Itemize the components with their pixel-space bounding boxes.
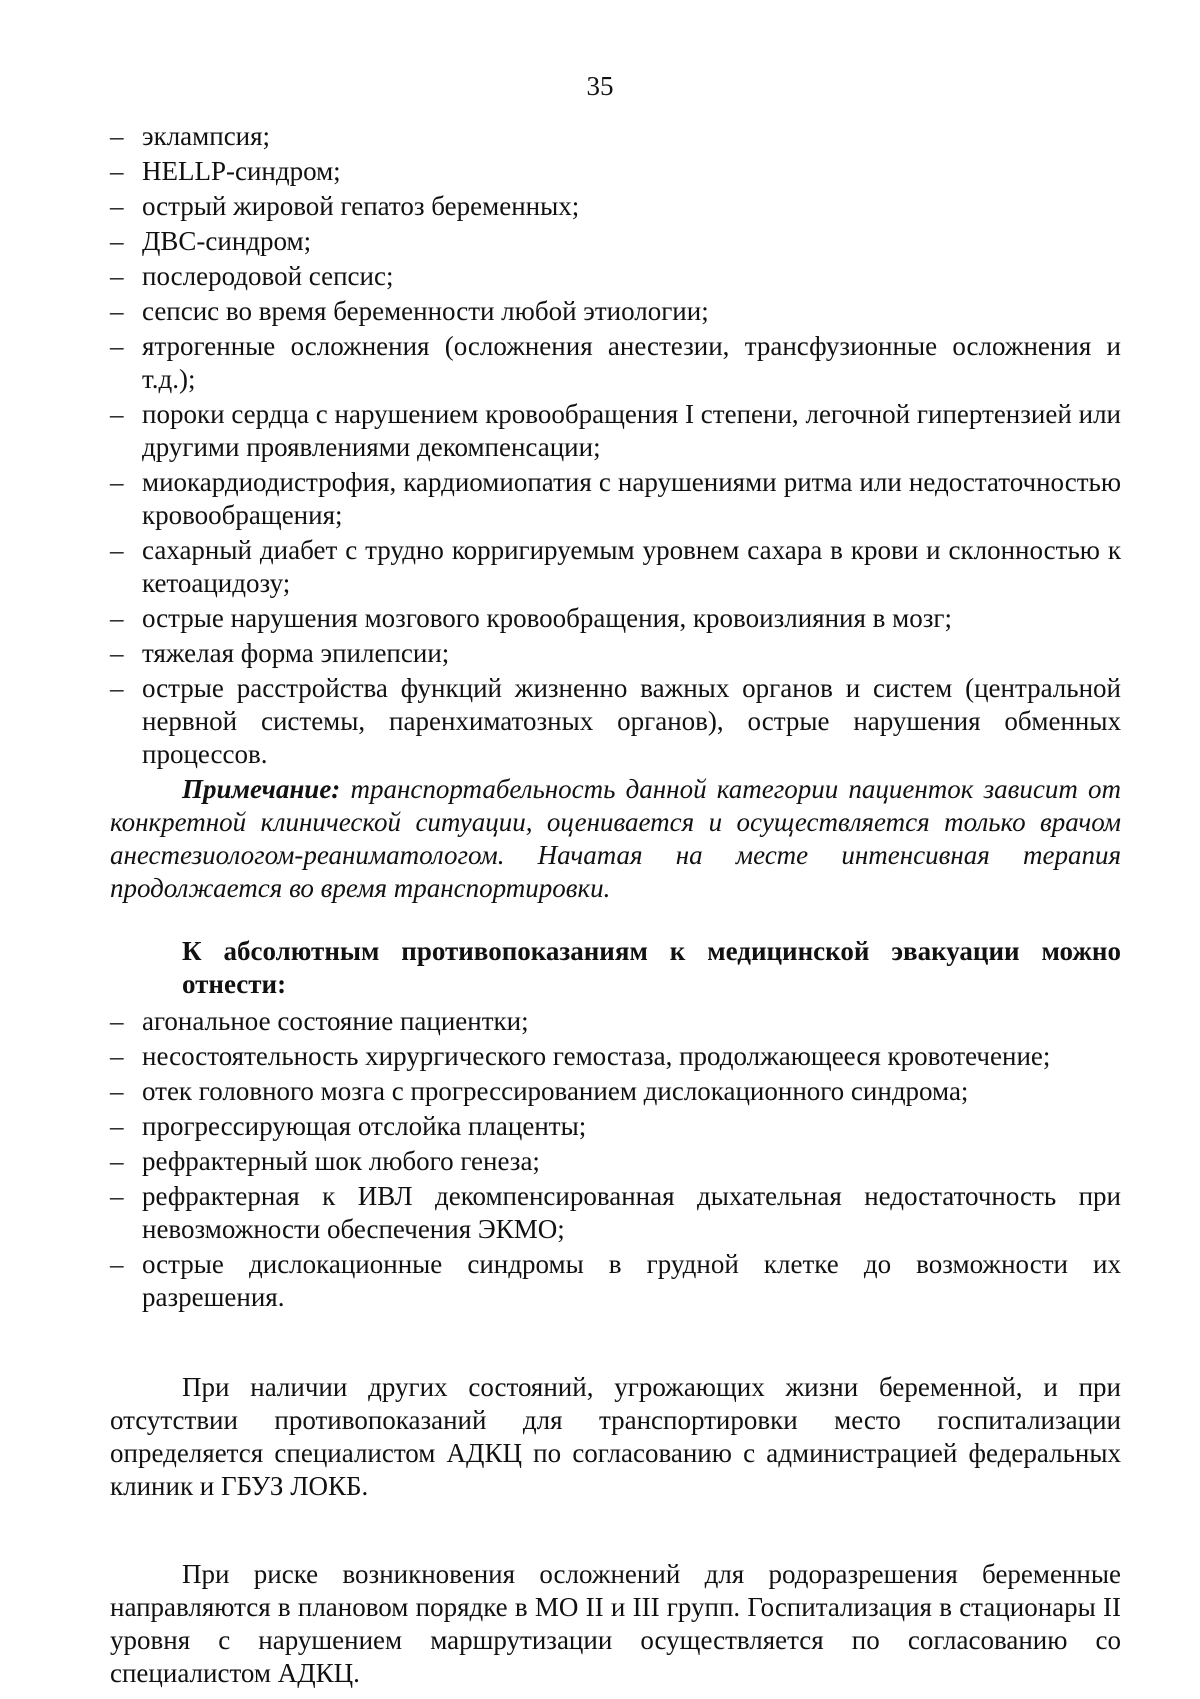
list-item-text: тяжелая форма эпилепсии; [142,638,450,668]
list-item [110,260,1121,293]
list-item [110,1005,1121,1038]
list-item-text: острые дислокационные синдромы в грудной клетке до возможности их разрешения. [142,1249,1121,1312]
list-item-text: отек головного мозга с прогрессированием дислокационного синдрома; [142,1076,969,1106]
list-item-text: сахарный диабет с трудно корригируемым уровнем сахара в крови и склонностью к кетоацидозу; [142,535,1121,598]
list-item-text: ДВС-синдром; [142,226,312,256]
contraindications-list [110,1005,1121,1314]
dash-bullet: – [110,1041,124,1071]
contraindications-heading: К абсолютным противопоказаниям к медицинской эвакуации можно отнести: [182,936,1121,999]
list-item-text: рефрактерный шок любого генеза; [142,1146,540,1176]
list-item-text: острые нарушения мозгового кровообращения, кровоизлияния в мозг; [142,603,952,633]
dash-bullet: – [110,191,124,221]
list-item-text: несостоятельность хирургического гемостаза, продолжающееся кровотечение; [142,1041,1051,1071]
paragraph-other-conditions: При наличии других состояний, угрожающих жизни беременной, и при отсутствии противопоказаний для транспортировки место госпитализации определяется специалистом АДКЦ по согласованию с администрацией федеральных клиник и ГБУЗ ЛОКБ. [110,1372,1121,1501]
dash-bullet: – [110,226,124,256]
list-item-text: пороки сердца с нарушением кровообращения I степени, легочной гипертензией или другими проявлениями декомпенсации; [142,399,1121,462]
dash-bullet: – [110,673,124,703]
list-item [110,120,1121,153]
dash-bullet: – [110,296,124,326]
dash-bullet: – [110,121,124,151]
dash-bullet: – [110,1146,124,1176]
list-item [110,1110,1121,1143]
dash-bullet: – [110,1076,124,1106]
dash-bullet: – [110,535,124,565]
dash-bullet: – [110,1111,124,1141]
list-item-text: острый жировой гепатоз беременных; [142,191,580,221]
list-item [110,155,1121,188]
list-item [110,1248,1121,1314]
spacer [110,1503,1121,1558]
list-item [110,1180,1121,1246]
note-text: транспортабельность данной категории пациенток зависит от конкретной клинической ситуации, оценивается и осуществляется только врачом анестезиологом-реаниматологом. Начатая на месте интенсивная терапия продолжается во время транспортировки. [110,774,1121,903]
dash-bullet: – [110,331,124,361]
list-item-text: ятрогенные осложнения (осложнения анестезии, трансфузионные осложнения и т.д.); [142,331,1121,394]
dash-bullet: – [110,261,124,291]
page-content [110,120,1121,1690]
dash-bullet: – [110,1249,124,1279]
list-item [110,466,1121,532]
dash-bullet: – [110,1006,124,1036]
list-item [110,295,1121,328]
list-item-text: сепсис во время беременности любой этиологии; [142,296,709,326]
note-label: Примечание: [182,774,341,804]
list-item [110,190,1121,223]
list-item [110,330,1121,396]
paragraph-complications-risk: При риске возникновения осложнений для родоразрешения беременные направляются в плановом порядке в МО II и III групп. Госпитализация в стационары II уровня с нарушением маршрутизации осуществляется по согласованию со специалистом АДКЦ. [110,1559,1121,1688]
dash-bullet: – [110,1181,124,1211]
list-item-text: HELLP-синдром; [142,156,341,186]
list-item-text: эклампсия; [142,121,271,151]
page-number: 35 [586,71,614,101]
list-item-text: острые расстройства функций жизненно важных органов и систем (центральной нервной системы, паренхиматозных органов), острые нарушения обменных процессов. [142,673,1121,769]
dash-bullet: – [110,638,124,668]
list-item-text: миокардиодистрофия, кардиомиопатия с нарушениями ритма или недостаточностью кровообращения; [142,467,1121,530]
dash-bullet: – [110,156,124,186]
dash-bullet: – [110,467,124,497]
list-item-text: прогрессирующая отслойка плаценты; [142,1111,587,1141]
note-paragraph [110,773,1121,905]
list-item [110,672,1121,771]
list-item [110,1075,1121,1108]
list-item [110,602,1121,635]
list-item [110,1040,1121,1073]
indications-list [110,120,1121,771]
list-item [110,225,1121,258]
list-item [110,1145,1121,1178]
list-item [110,398,1121,464]
list-item-text: послеродовой сепсис; [142,261,394,291]
list-item [110,534,1121,600]
dash-bullet: – [110,603,124,633]
dash-bullet: – [110,399,124,429]
list-item-text: агональное состояние пациентки; [142,1006,529,1036]
spacer [110,1316,1121,1371]
list-item-text: рефрактерная к ИВЛ декомпенсированная дыхательная недостаточность при невозможности обеспечения ЭКМО; [142,1181,1121,1244]
list-item [110,637,1121,670]
